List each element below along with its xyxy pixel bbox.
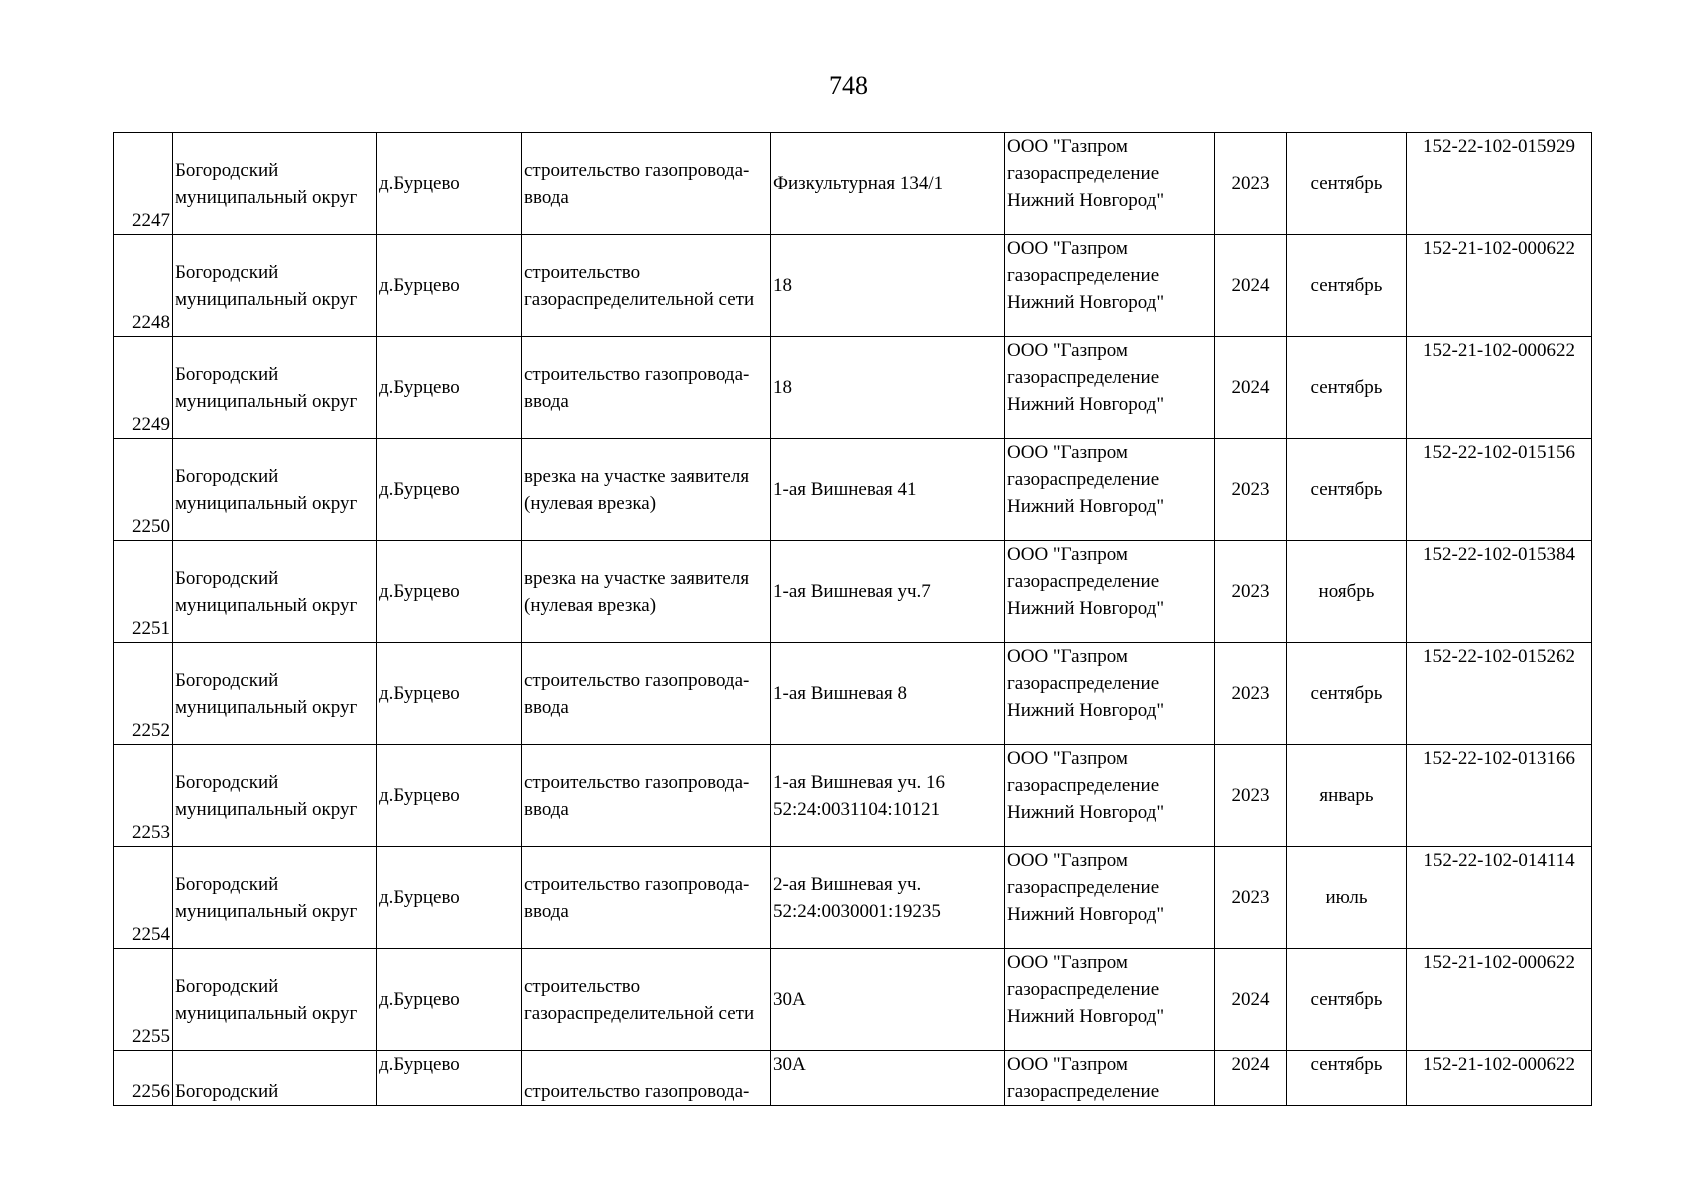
code-cell: 152-21-102-000622 xyxy=(1407,337,1592,439)
registry-body xyxy=(114,133,1592,1106)
organization-cell xyxy=(1005,133,1215,235)
organization-cell-line: ООО "Газпром xyxy=(1007,952,1128,973)
organization-cell-line: ООО "Газпром xyxy=(1007,748,1128,769)
district-cell xyxy=(173,439,377,541)
work-type-cell-line: строительство газопровода- xyxy=(524,1081,750,1102)
address-cell xyxy=(771,337,1005,439)
district-cell-line: Богородский xyxy=(175,669,279,691)
address-cell-line: 52:24:0030001:19235 xyxy=(773,900,941,922)
organization-cell-line: Нижний Новгород" xyxy=(1007,394,1165,415)
organization-cell-line: ООО "Газпром xyxy=(1007,646,1128,667)
address-cell-line: 18 xyxy=(773,377,792,398)
village-cell: д.Бурцево xyxy=(377,745,522,847)
district-cell-line: Богородский xyxy=(175,261,279,283)
district-cell xyxy=(173,337,377,439)
year-cell: 2023 xyxy=(1215,541,1287,643)
code-cell: 152-22-102-014114 xyxy=(1407,847,1592,949)
organization-cell-line: ООО "Газпром xyxy=(1007,442,1128,463)
work-type-cell xyxy=(522,235,771,337)
district-cell-line: муниципальный округ xyxy=(175,696,358,718)
work-type-cell-line: строительство газопровода- xyxy=(524,873,750,895)
row-number: 2255 xyxy=(114,949,173,1051)
year-cell: 2024 xyxy=(1215,949,1287,1051)
work-type-cell xyxy=(522,745,771,847)
address-cell-line: 30А xyxy=(773,1054,806,1075)
table-row xyxy=(114,643,1592,745)
work-type-cell-line: строительство газопровода- xyxy=(524,771,750,793)
district-cell-line: Богородский xyxy=(175,975,279,997)
address-cell xyxy=(771,541,1005,643)
work-type-cell-line: (нулевая врезка) xyxy=(524,594,657,616)
address-cell xyxy=(771,1051,1005,1106)
work-type-cell xyxy=(522,847,771,949)
table-row xyxy=(114,949,1592,1051)
district-cell-line: Богородский xyxy=(175,363,279,385)
year-cell: 2023 xyxy=(1215,133,1287,235)
district-cell xyxy=(173,133,377,235)
organization-cell-line: Нижний Новгород" xyxy=(1007,292,1165,313)
row-number: 2250 xyxy=(114,439,173,541)
district-cell xyxy=(173,643,377,745)
address-cell-line: 52:24:0031104:10121 xyxy=(773,798,941,820)
district-cell xyxy=(173,541,377,643)
address-cell-line: 30А xyxy=(773,989,806,1010)
month-cell: ноябрь xyxy=(1287,541,1407,643)
work-type-cell-line: ввода xyxy=(524,186,569,208)
organization-cell-line: газораспределение xyxy=(1007,979,1160,1000)
registry-table xyxy=(113,132,1592,1106)
table-row xyxy=(114,235,1592,337)
row-number: 2256 xyxy=(114,1051,173,1106)
address-cell-line: 1-ая Вишневая уч.7 xyxy=(773,581,931,602)
village-cell: д.Бурцево xyxy=(377,541,522,643)
district-cell xyxy=(173,745,377,847)
organization-cell-line: ООО "Газпром xyxy=(1007,238,1128,259)
year-cell: 2023 xyxy=(1215,745,1287,847)
row-number: 2252 xyxy=(114,643,173,745)
code-cell: 152-21-102-000622 xyxy=(1407,949,1592,1051)
village-cell: д.Бурцево xyxy=(377,133,522,235)
district-cell xyxy=(173,949,377,1051)
month-cell: сентябрь xyxy=(1287,439,1407,541)
work-type-cell xyxy=(522,133,771,235)
month-cell: сентябрь xyxy=(1287,337,1407,439)
organization-cell-line: ООО "Газпром xyxy=(1007,1054,1128,1075)
district-cell-line: муниципальный округ xyxy=(175,900,358,922)
work-type-cell xyxy=(522,337,771,439)
address-cell xyxy=(771,235,1005,337)
organization-cell xyxy=(1005,643,1215,745)
organization-cell-line: ООО "Газпром xyxy=(1007,544,1128,565)
organization-cell xyxy=(1005,337,1215,439)
code-cell: 152-22-102-015929 xyxy=(1407,133,1592,235)
district-cell-line: муниципальный округ xyxy=(175,390,358,412)
organization-cell-line: газораспределение xyxy=(1007,469,1160,490)
address-cell xyxy=(771,949,1005,1051)
work-type-cell xyxy=(522,439,771,541)
district-cell xyxy=(173,847,377,949)
address-cell-line: 2-ая Вишневая уч. xyxy=(773,873,922,895)
organization-cell xyxy=(1005,1051,1215,1106)
code-cell: 152-21-102-000622 xyxy=(1407,1051,1592,1106)
district-cell-line: Богородский xyxy=(175,1081,279,1102)
month-cell: июль xyxy=(1287,847,1407,949)
work-type-cell-line: строительство газопровода- xyxy=(524,159,750,181)
row-number: 2253 xyxy=(114,745,173,847)
district-cell-line: муниципальный округ xyxy=(175,288,358,310)
organization-cell xyxy=(1005,847,1215,949)
district-cell-line: муниципальный округ xyxy=(175,492,358,514)
organization-cell-line: Нижний Новгород" xyxy=(1007,802,1165,823)
village-cell: д.Бурцево xyxy=(377,643,522,745)
organization-cell-line: Нижний Новгород" xyxy=(1007,598,1165,619)
address-cell xyxy=(771,643,1005,745)
organization-cell-line: Нижний Новгород" xyxy=(1007,1006,1165,1027)
work-type-cell-line: (нулевая врезка) xyxy=(524,492,657,514)
address-cell-line: 18 xyxy=(773,275,792,296)
work-type-cell-line: газораспределительной сети xyxy=(524,288,755,310)
address-cell-line: 1-ая Вишневая уч. 16 xyxy=(773,771,946,793)
district-cell-line: Богородский xyxy=(175,567,279,589)
organization-cell-line: газораспределение xyxy=(1007,571,1160,592)
organization-cell-line: газораспределение xyxy=(1007,673,1160,694)
work-type-cell-line: строительство xyxy=(524,261,641,283)
work-type-cell-line: врезка на участке заявителя xyxy=(524,567,750,589)
row-number: 2248 xyxy=(114,235,173,337)
table-row xyxy=(114,439,1592,541)
month-cell: сентябрь xyxy=(1287,235,1407,337)
organization-cell-line: Нижний Новгород" xyxy=(1007,496,1165,517)
work-type-cell xyxy=(522,1051,771,1106)
year-cell: 2024 xyxy=(1215,337,1287,439)
table-row xyxy=(114,337,1592,439)
table-row xyxy=(114,1051,1592,1106)
work-type-cell-line: ввода xyxy=(524,390,569,412)
organization-cell xyxy=(1005,745,1215,847)
address-cell xyxy=(771,847,1005,949)
month-cell: сентябрь xyxy=(1287,643,1407,745)
district-cell-line: Богородский xyxy=(175,159,279,181)
district-cell-line: Богородский xyxy=(175,771,279,793)
work-type-cell xyxy=(522,541,771,643)
address-cell xyxy=(771,133,1005,235)
organization-cell-line: ООО "Газпром xyxy=(1007,850,1128,871)
organization-cell-line: Нижний Новгород" xyxy=(1007,904,1165,925)
work-type-cell-line: ввода xyxy=(524,798,569,820)
organization-cell-line: газораспределение xyxy=(1007,163,1160,184)
table-row xyxy=(114,847,1592,949)
row-number: 2249 xyxy=(114,337,173,439)
work-type-cell-line: строительство газопровода- xyxy=(524,669,750,691)
table-row xyxy=(114,133,1592,235)
month-cell: сентябрь xyxy=(1287,949,1407,1051)
work-type-cell xyxy=(522,643,771,745)
district-cell-line: муниципальный округ xyxy=(175,594,358,616)
work-type-cell xyxy=(522,949,771,1051)
organization-cell-line: Нижний Новгород" xyxy=(1007,700,1165,721)
organization-cell-line: ООО "Газпром xyxy=(1007,136,1128,157)
table-row xyxy=(114,745,1592,847)
village-cell: д.Бурцево xyxy=(377,847,522,949)
district-cell-line: Богородский xyxy=(175,873,279,895)
organization-cell-line: газораспределение xyxy=(1007,1081,1160,1102)
table-row xyxy=(114,541,1592,643)
row-number: 2247 xyxy=(114,133,173,235)
month-cell: сентябрь xyxy=(1287,1051,1407,1106)
village-cell: д.Бурцево xyxy=(377,235,522,337)
address-cell xyxy=(771,439,1005,541)
address-cell-line: Физкультурная 134/1 xyxy=(773,173,944,194)
page-number: 748 xyxy=(829,71,868,100)
code-cell: 152-22-102-015156 xyxy=(1407,439,1592,541)
address-cell-line: 1-ая Вишневая 41 xyxy=(773,479,917,500)
village-cell: д.Бурцево xyxy=(377,337,522,439)
organization-cell-line: газораспределение xyxy=(1007,265,1160,286)
work-type-cell-line: ввода xyxy=(524,900,569,922)
year-cell: 2023 xyxy=(1215,643,1287,745)
organization-cell-line: газораспределение xyxy=(1007,877,1160,898)
organization-cell xyxy=(1005,541,1215,643)
district-cell-line: муниципальный округ xyxy=(175,798,358,820)
district-cell xyxy=(173,1051,377,1106)
address-cell-line: 1-ая Вишневая 8 xyxy=(773,683,907,704)
work-type-cell-line: строительство газопровода- xyxy=(524,363,750,385)
code-cell: 152-21-102-000622 xyxy=(1407,235,1592,337)
organization-cell xyxy=(1005,949,1215,1051)
month-cell: январь xyxy=(1287,745,1407,847)
district-cell-line: муниципальный округ xyxy=(175,186,358,208)
village-cell: д.Бурцево xyxy=(377,1051,522,1106)
address-cell xyxy=(771,745,1005,847)
work-type-cell-line: строительство xyxy=(524,975,641,997)
row-number: 2251 xyxy=(114,541,173,643)
organization-cell-line: газораспределение xyxy=(1007,775,1160,796)
code-cell: 152-22-102-013166 xyxy=(1407,745,1592,847)
year-cell: 2023 xyxy=(1215,847,1287,949)
organization-cell-line: Нижний Новгород" xyxy=(1007,190,1165,211)
village-cell: д.Бурцево xyxy=(377,949,522,1051)
organization-cell-line: ООО "Газпром xyxy=(1007,340,1128,361)
year-cell: 2024 xyxy=(1215,235,1287,337)
organization-cell xyxy=(1005,235,1215,337)
work-type-cell-line: газораспределительной сети xyxy=(524,1002,755,1024)
district-cell xyxy=(173,235,377,337)
code-cell: 152-22-102-015262 xyxy=(1407,643,1592,745)
code-cell: 152-22-102-015384 xyxy=(1407,541,1592,643)
year-cell: 2023 xyxy=(1215,439,1287,541)
row-number: 2254 xyxy=(114,847,173,949)
work-type-cell-line: ввода xyxy=(524,696,569,718)
organization-cell-line: газораспределение xyxy=(1007,367,1160,388)
village-cell: д.Бурцево xyxy=(377,439,522,541)
district-cell-line: муниципальный округ xyxy=(175,1002,358,1024)
work-type-cell-line: врезка на участке заявителя xyxy=(524,465,750,487)
district-cell-line: Богородский xyxy=(175,465,279,487)
organization-cell xyxy=(1005,439,1215,541)
year-cell: 2024 xyxy=(1215,1051,1287,1106)
month-cell: сентябрь xyxy=(1287,133,1407,235)
